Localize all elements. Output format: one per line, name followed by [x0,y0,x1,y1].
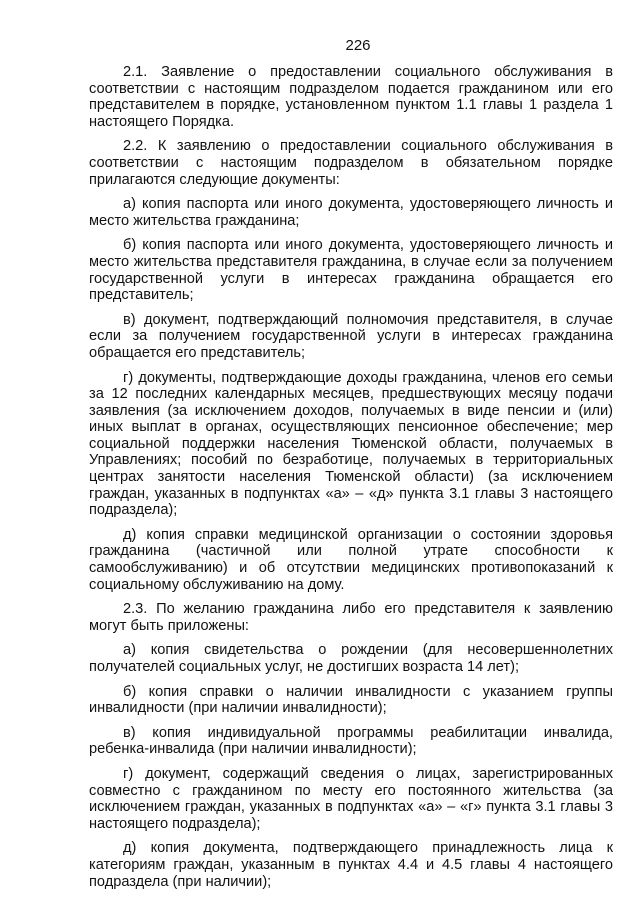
list-item-2-2-g: г) документы, подтверждающие доходы гражданина, членов его семьи за 12 последних календарных месяцев, предшествующих месяцу подачи заявления (за исключением доходов, получаемых в виде пенсии и (или) иных выплат в органах, осуществляющих пенсионное обеспечение; мер социальной поддержки населения Тюменской области, получаемых в Управлениях; пособий по безработице, получаемых в территориальных центрах занятости населения Тюменской области) (за исключением граждан, указанных в подпунктах «а» – «д» пункта 3.1 главы 3 настоящего подраздела); [89,369,613,519]
list-item-2-2-v: в) документ, подтверждающий полномочия представителя, в случае если за получением государственной услуги в интересах гражданина обращается его представитель; [89,311,613,361]
paragraph-2-3: 2.3. По желанию гражданина либо его представителя к заявлению могут быть приложены: [89,601,613,634]
page-number: 226 [345,37,371,54]
list-item-2-2-b: б) копия паспорта или иного документа, удостоверяющего личность и место жительства представителя гражданина, в случае если за получением государственной услуги в интересах гражданина обращается его представитель; [89,237,613,304]
list-item-2-2-a: а) копия паспорта или иного документа, удостоверяющего личность и место жительства гражданина; [89,196,613,229]
list-item-2-3-d: д) копия документа, подтверждающего принадлежность лица к категориям граждан, указанным в пунктах 4.4 и 4.5 главы 4 настоящего подраздела (при наличии); [89,840,613,890]
list-item-2-3-b: б) копия справки о наличии инвалидности с указанием группы инвалидности (при наличии инвалидности); [89,683,613,717]
list-item-2-3-v: в) копия индивидуальной программы реабилитации инвалида, ребенка-инвалида (при наличии инвалидности); [89,724,613,758]
list-item-2-3-g: г) документ, содержащий сведения о лицах, зарегистрированных совместно с гражданином по месту его постоянного жительства (за исключением граждан, указанных в подпунктах «а» – «г» пункта 3.1 главы 3 настоящего подраздела); [89,765,613,832]
list-item-2-3-a: а) копия свидетельства о рождении (для несовершеннолетних получателей социальных услуг, не достигших возраста 14 лет); [89,642,613,675]
paragraph-2-1: 2.1. Заявление о предоставлении социального обслуживания в соответствии с настоящим подразделом подается гражданином или его представителем в порядке, установленном пунктом 1.1 главы 1 раздела 1 настоящего Порядка. [89,64,613,130]
paragraph-2-2: 2.2. К заявлению о предоставлении социального обслуживания в соответствии с настоящим подразделом в обязательном порядке прилагаются следующие документы: [89,138,613,188]
list-item-2-2-d: д) копия справки медицинской организации о состоянии здоровья гражданина (частичной или полной утрате способности к самообслуживанию) и об отсутствии медицинских противопоказаний к социальному обслуживанию на дому. [89,526,613,593]
